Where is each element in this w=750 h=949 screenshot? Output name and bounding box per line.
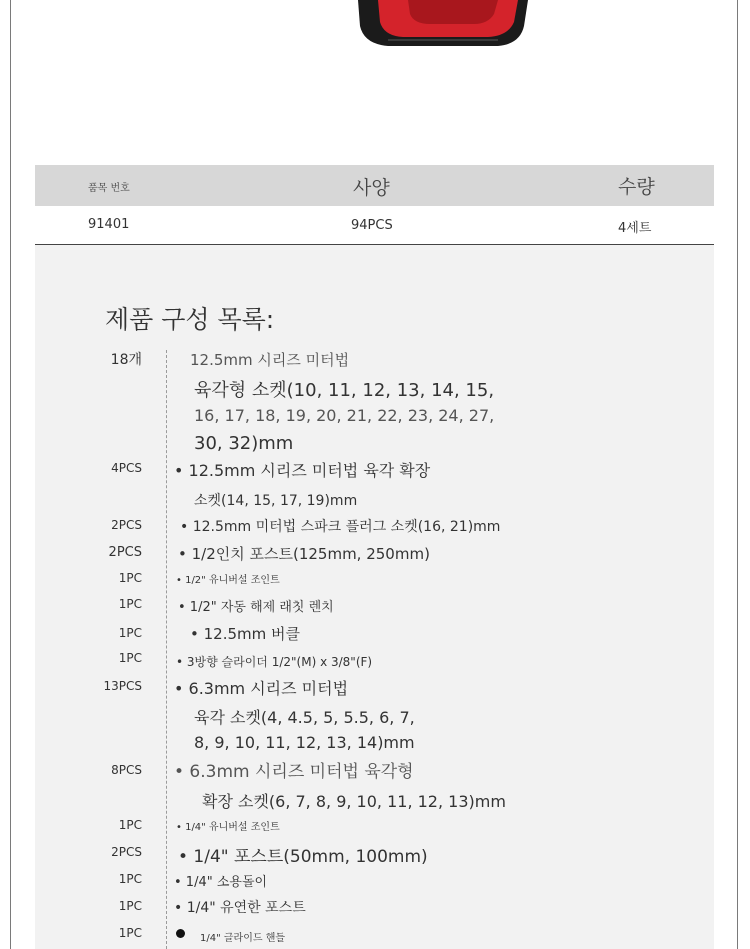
item-line: 12.5mm 시리즈 미터법 — [190, 351, 350, 369]
row-quantity: 4세트 — [618, 221, 652, 236]
item-line: 소켓(14, 15, 17, 19)mm — [194, 493, 358, 509]
item-line: 8, 9, 10, 11, 12, 13, 14)mm — [194, 733, 415, 752]
item-line: • 1/4" 포스트(50mm, 100mm) — [178, 847, 428, 867]
item-qty: 4PCS — [111, 461, 142, 475]
list-divider — [166, 350, 167, 949]
item-line: • 3방향 슬라이더 1/2"(M) x 3/8"(F) — [176, 655, 373, 669]
header-spec: 사양 — [353, 177, 390, 199]
item-qty: 2PCS — [111, 845, 142, 859]
item-line: 육각형 소켓(10, 11, 12, 13, 14, 15, — [194, 380, 495, 401]
item-line: • 12.5mm 시리즈 미터법 육각 확장 — [174, 461, 431, 480]
item-line: • 12.5mm 미터법 스파크 플러그 소켓(16, 21)mm — [180, 519, 501, 535]
item-line: • 12.5mm 버클 — [190, 625, 300, 643]
item-line: 확장 소켓(6, 7, 8, 9, 10, 11, 12, 13)mm — [202, 792, 506, 811]
tool-case-image — [348, 0, 538, 48]
item-qty: 1PC — [118, 872, 142, 886]
bullet-dot-icon — [176, 929, 185, 938]
item-line: • 1/2" 자동 해제 래칫 렌치 — [178, 600, 334, 615]
item-qty: 1PC — [118, 597, 142, 611]
item-line: 육각 소켓(4, 4.5, 5, 5.5, 6, 7, — [194, 708, 415, 727]
item-qty: 2PCS — [111, 518, 142, 532]
item-line: • 1/2인치 포스트(125mm, 250mm) — [178, 545, 430, 563]
item-line: • 1/4" 유니버설 조인트 — [176, 822, 280, 833]
spec-table-row — [35, 206, 714, 245]
item-qty: 2PCS — [108, 545, 142, 560]
item-qty: 1PC — [118, 571, 142, 585]
item-line: • 6.3mm 시리즈 미터법 — [174, 679, 349, 698]
item-qty: 1PC — [118, 899, 142, 913]
item-qty: 1PC — [118, 926, 142, 940]
item-qty: 13PCS — [103, 679, 142, 693]
contents-title: 제품 구성 목록: — [105, 305, 275, 334]
item-qty: 1PC — [118, 626, 142, 640]
item-line: • 6.3mm 시리즈 미터법 육각형 — [174, 762, 414, 782]
item-line: 16, 17, 18, 19, 20, 21, 22, 23, 24, 27, — [194, 406, 495, 425]
item-qty: 1PC — [118, 651, 142, 665]
item-qty: 18개 — [110, 352, 142, 368]
item-line: 30, 32)mm — [194, 433, 294, 454]
header-quantity: 수량 — [618, 176, 655, 198]
item-qty: 1PC — [118, 818, 142, 832]
row-spec: 94PCS — [351, 218, 393, 233]
item-line: • 1/4" 유연한 포스트 — [174, 900, 306, 916]
item-line: 1/4" 글라이드 핸들 — [200, 933, 286, 944]
spec-table-header — [35, 165, 714, 206]
item-line: • 1/4" 소용돌이 — [174, 875, 268, 890]
item-line: • 1/2" 유니버설 조인트 — [176, 575, 280, 586]
item-qty: 8PCS — [111, 763, 142, 777]
header-item-no: 품목 번호 — [88, 183, 130, 194]
row-item-no: 91401 — [88, 217, 130, 232]
